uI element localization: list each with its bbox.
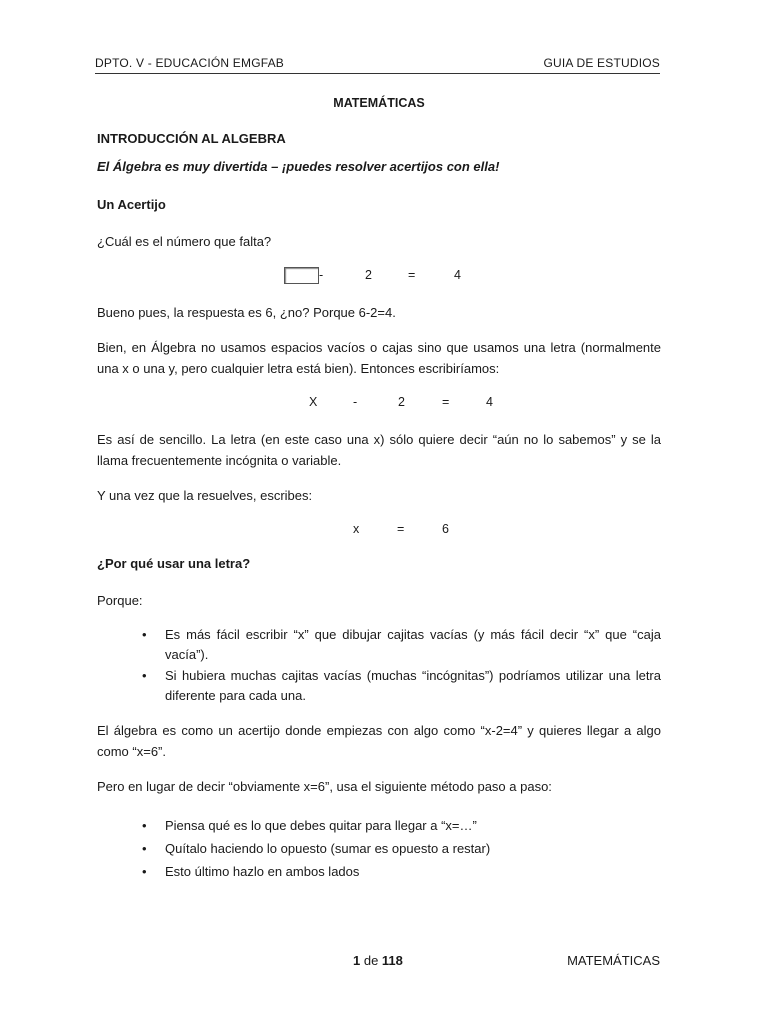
eq3-equals: =	[397, 522, 405, 536]
algebra-paragraph: Bien, en Álgebra no usamos espacios vacíos o cajas sino que usamos una letra (normalmente una x o una y, pero cualquier letra está bien). Entonces escribiríamos:	[97, 340, 661, 376]
bullet-icon: •	[142, 841, 147, 856]
list-item: • Piensa qué es lo que debes quitar para llegar a “x=…”	[97, 815, 661, 837]
steps-list	[97, 815, 661, 883]
equation-solution	[97, 520, 661, 542]
because-text: Porque:	[97, 593, 143, 608]
eq3-variable: x	[353, 522, 360, 536]
eq1-result: 4	[454, 268, 461, 282]
eq1-equals: =	[408, 268, 416, 282]
document-title: MATEMÁTICAS	[333, 96, 425, 110]
riddle-question: ¿Cuál es el número que falta?	[97, 234, 272, 249]
bullet-icon: •	[142, 668, 147, 683]
list-item: • Es más fácil escribir “x” que dibujar cajitas vacías (y más fácil decir “x” que “caja vacía”).	[142, 627, 661, 662]
footer-subject: MATEMÁTICAS	[567, 953, 660, 968]
equation-box	[97, 266, 661, 288]
list-item: • Quítalo haciendo lo opuesto (sumar es opuesto a restar)	[97, 838, 661, 860]
header-guide-title: GUIA DE ESTUDIOS	[543, 56, 660, 70]
riddle-heading: Un Acertijo	[97, 197, 166, 212]
method-paragraph: Pero en lugar de decir “obviamente x=6”, usa el siguiente método paso a paso:	[97, 779, 552, 794]
bullet-icon: •	[142, 864, 147, 879]
solve-paragraph: Y una vez que la resuelves, escribes:	[97, 488, 313, 503]
list-item: • Si hubiera muchas cajitas vacías (muchas “incógnitas”) podríamos utilizar una letra diferente para cada una.	[142, 668, 661, 703]
page-header	[95, 56, 660, 74]
page-content	[97, 96, 661, 897]
page-number: 1 de 118	[353, 953, 403, 968]
list-item: • Esto último hazlo en ambos lados	[97, 861, 661, 883]
reasons-list	[97, 625, 661, 706]
bullet-icon: •	[142, 818, 147, 833]
bullet-icon: •	[142, 627, 147, 642]
empty-box	[284, 267, 319, 284]
simple-paragraph: Es así de sencillo. La letra (en este caso una x) sólo quiere decir “aún no lo sabemos” y se la llama frecuentemente incógnita o variable.	[97, 432, 661, 468]
eq2-minus: -	[353, 395, 358, 409]
eq1-minus: -	[319, 268, 324, 282]
puzzle-paragraph: El álgebra es como un acertijo donde empiezas con algo como “x-2=4” y quieres llegar a algo como “x=6”.	[97, 723, 661, 759]
eq3-result: 6	[442, 522, 449, 536]
eq2-variable: X	[309, 395, 318, 409]
eq2-result: 4	[486, 395, 493, 409]
answer-paragraph: Bueno pues, la respuesta es 6, ¿no? Porque 6-2=4.	[97, 305, 396, 320]
equation-letter	[97, 393, 661, 415]
section-heading-intro: INTRODUCCIÓN AL ALGEBRA	[97, 131, 286, 146]
intro-text: El Álgebra es muy divertida – ¡puedes resolver acertijos con ella!	[97, 159, 500, 174]
eq2-number: 2	[398, 395, 405, 409]
why-heading: ¿Por qué usar una letra?	[97, 556, 251, 571]
eq2-equals: =	[442, 395, 450, 409]
header-department: DPTO. V - EDUCACIÓN EMGFAB	[95, 56, 285, 70]
eq1-number: 2	[365, 268, 372, 282]
